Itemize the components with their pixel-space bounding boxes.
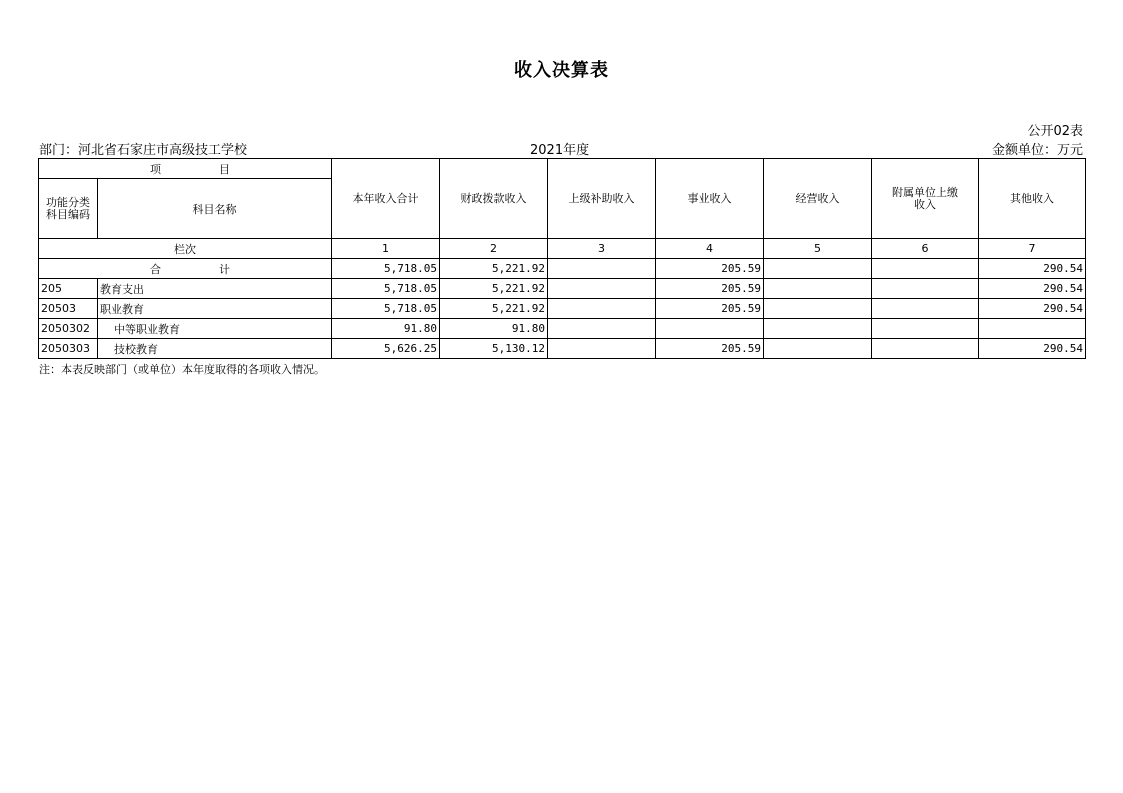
row-code: 205 bbox=[39, 279, 98, 299]
row-cell: 91.80 bbox=[332, 319, 440, 339]
code-header: 功能分类科目编码 bbox=[39, 179, 98, 239]
row-cell bbox=[764, 279, 872, 299]
column-header: 其他收入 bbox=[979, 159, 1086, 239]
row-cell: 5,718.05 bbox=[332, 299, 440, 319]
row-name: 中等职业教育 bbox=[98, 319, 332, 339]
total-label: 合 计 bbox=[39, 259, 332, 279]
row-cell: 290.54 bbox=[979, 299, 1086, 319]
row-cell bbox=[764, 339, 872, 359]
row-cell: 290.54 bbox=[979, 339, 1086, 359]
total-cell bbox=[872, 259, 979, 279]
row-cell: 290.54 bbox=[979, 279, 1086, 299]
fiscal-year: 2021年度 bbox=[530, 143, 590, 158]
table-row bbox=[39, 339, 1086, 359]
col-number: 6 bbox=[872, 239, 979, 259]
col-index-label: 栏次 bbox=[39, 239, 332, 259]
row-cell bbox=[548, 279, 656, 299]
name-header: 科目名称 bbox=[98, 179, 332, 239]
item-header: 项 目 bbox=[39, 159, 332, 179]
row-cell: 205.59 bbox=[656, 299, 764, 319]
row-cell: 205.59 bbox=[656, 339, 764, 359]
row-cell bbox=[979, 319, 1086, 339]
row-cell: 5,221.92 bbox=[440, 279, 548, 299]
row-cell: 205.59 bbox=[656, 279, 764, 299]
row-name: 教育支出 bbox=[98, 279, 332, 299]
row-cell bbox=[656, 319, 764, 339]
row-cell: 91.80 bbox=[440, 319, 548, 339]
row-cell bbox=[872, 339, 979, 359]
row-code: 2050302 bbox=[39, 319, 98, 339]
row-cell bbox=[764, 319, 872, 339]
row-cell bbox=[764, 299, 872, 319]
total-cell: 5,718.05 bbox=[332, 259, 440, 279]
col-number: 4 bbox=[656, 239, 764, 259]
column-header: 附属单位上缴收入 bbox=[872, 159, 979, 239]
row-cell: 5,130.12 bbox=[440, 339, 548, 359]
income-table bbox=[38, 158, 1086, 359]
col-number: 2 bbox=[440, 239, 548, 259]
column-header: 财政拨款收入 bbox=[440, 159, 548, 239]
page-title: 收入决算表 bbox=[514, 60, 609, 81]
row-cell bbox=[548, 319, 656, 339]
total-cell: 290.54 bbox=[979, 259, 1086, 279]
table-row bbox=[39, 279, 1086, 299]
column-header: 本年收入合计 bbox=[332, 159, 440, 239]
column-header: 上级补助收入 bbox=[548, 159, 656, 239]
row-cell bbox=[872, 299, 979, 319]
total-cell: 205.59 bbox=[656, 259, 764, 279]
footnote: 注：本表反映部门（或单位）本年度取得的各项收入情况。 bbox=[39, 363, 325, 376]
row-cell bbox=[872, 279, 979, 299]
department-label: 部门：河北省石家庄市高级技工学校 bbox=[39, 143, 248, 158]
row-code: 2050303 bbox=[39, 339, 98, 359]
col-number: 7 bbox=[979, 239, 1086, 259]
column-header: 经营收入 bbox=[764, 159, 872, 239]
row-name: 职业教育 bbox=[98, 299, 332, 319]
amount-unit: 金额单位：万元 bbox=[991, 143, 1083, 158]
col-number: 5 bbox=[764, 239, 872, 259]
row-cell: 5,718.05 bbox=[332, 279, 440, 299]
row-cell: 5,626.25 bbox=[332, 339, 440, 359]
column-header: 事业收入 bbox=[656, 159, 764, 239]
table-row bbox=[39, 319, 1086, 339]
table-number: 公开02表 bbox=[1027, 124, 1083, 139]
row-name: 技校教育 bbox=[98, 339, 332, 359]
row-code: 20503 bbox=[39, 299, 98, 319]
row-cell bbox=[548, 299, 656, 319]
total-cell bbox=[764, 259, 872, 279]
row-cell: 5,221.92 bbox=[440, 299, 548, 319]
total-cell: 5,221.92 bbox=[440, 259, 548, 279]
total-row bbox=[39, 259, 1086, 279]
total-cell bbox=[548, 259, 656, 279]
col-number: 1 bbox=[332, 239, 440, 259]
col-number: 3 bbox=[548, 239, 656, 259]
table-row bbox=[39, 299, 1086, 319]
row-cell bbox=[548, 339, 656, 359]
row-cell bbox=[872, 319, 979, 339]
